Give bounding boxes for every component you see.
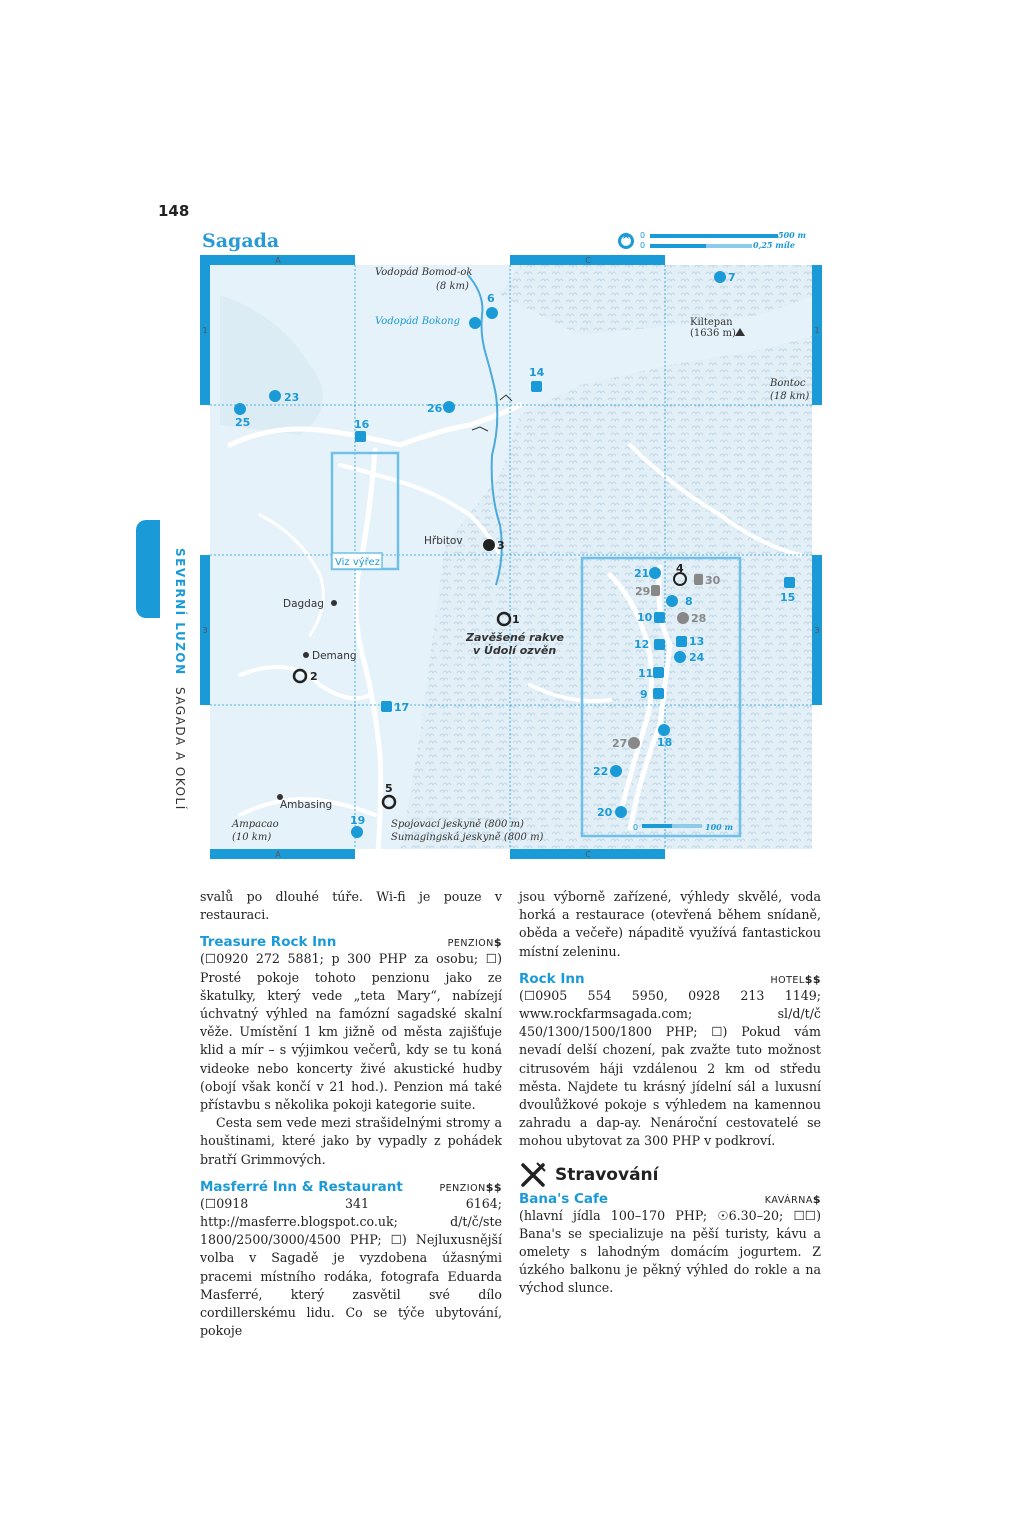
entry-type: PENZION$$ [439,1180,502,1194]
col-label-b-bottom: B [430,850,436,859]
drink-icon-23 [269,390,281,402]
label-kiltepan-alt: (1636 m) [690,328,736,339]
info-icon-27 [628,737,640,749]
marker-16: 16 [354,418,370,431]
map-title: Sagada [202,230,280,252]
eat-icon-18 [658,724,670,736]
svg-text:100 m: 100 m [705,822,733,832]
marker-22: 22 [593,765,609,778]
label-sumaging: Sumagingská jeskyně (800 m) [391,832,544,843]
svg-text:0: 0 [633,823,639,832]
village-dot-dagdag [331,600,337,606]
marker-6: 6 [487,292,495,305]
continued-paragraph: jsou výborně zařízené, výhledy skvělé, voda horká a restaurace (otevřená během snídaně, oběda a večeře) nápaditě využívá fantastickou místní zeleninu. [519,889,821,959]
side-subregion: SAGADA A OKOLÍ [173,687,187,811]
marker-27: 27 [612,737,628,750]
marker-5: 5 [385,782,393,795]
row-label-2-right: 2 [814,476,820,485]
map-scale [616,229,816,253]
transport-icon-30 [694,574,703,585]
hotel-icon-17 [381,701,392,712]
entry-name: Masferré Inn & Restaurant [200,1178,403,1195]
marker-10: 10 [637,611,653,624]
col-label-c-top: C [585,256,591,265]
entry-text: (☐0905 554 5950, 0928 213 1149; www.rockfarmsagada.com; sl/d/t/č 450/1300/1500/1800 PHP; ☐) Pokud vám nevadí delší chození, pak zvažte tuto možnost citrusovém háji vzdálenou 2 km od středu města. Najdete tu krásný jídelní sál a luxusní dvoulůžkové pokoje s výhledem na kamennou zahradu a dap-ay. Nenároční cestovatelé se mohou ubytovat za 300 PHP v podkroví. [519,987,821,1149]
entry-text: (hlavní jídla 100–170 PHP; ☉6.30–20; ☐☐) Bana's se specializuje na pěší turisty, kávu a omelety s lahodným domácím jogurtem. Z úzkého balkonu je pěkný výhled do rokle a na východ slunce. [519,1207,821,1296]
scale-zero-2: 0 [640,241,646,250]
col-label-b-top: B [430,256,436,265]
marker-15: 15 [780,591,796,604]
hike-icon-7 [714,271,726,283]
col-label-d-bottom: D [739,850,747,859]
marker-20: 20 [597,806,613,819]
marker-21: 21 [634,567,650,580]
col-label-d-top: D [739,256,747,265]
hotel-icon-16 [355,431,366,442]
marker-14: 14 [529,366,545,379]
text-column-right [519,888,821,1298]
section-title: Stravování [555,1164,659,1185]
row-label-2-left: 2 [202,476,208,485]
label-bontoc-dist: (18 km) [770,391,810,402]
label-spojovaci: Spojovací jeskyně (800 m) [391,819,524,830]
eat-icon-19 [351,826,363,838]
label-bomod-ok: Vodopád Bomod-ok [375,267,473,278]
hotel-icon-12 [654,639,665,650]
sight-icon-3 [483,539,495,551]
label-ampacao-dist: (10 km) [232,832,272,843]
scale-dist-1: 500 m [778,230,806,240]
viz-vyrez-label: Viz výřez [335,557,380,568]
label-demang: Demang [312,650,357,662]
entry-header-banas-cafe [519,1191,821,1207]
col-label-c-bottom: C [585,850,591,859]
row-label-4-left: 4 [202,776,208,785]
label-hrbitov: Hřbitov [424,535,463,547]
svg-text:SEVERNÍ LUZON SAGADA A OKO [173,548,188,811]
map [200,255,822,859]
row-label-3-right: 3 [814,626,820,635]
entry-text: (☐0918 341 6164; http://masferre.blogspot.co.uk; d/t/č/ste 1800/2500/3000/4500 PHP; ☐) Nejluxusnější volba v Sagadě je vyzdobena úžasnými pracemi místního rodáka, fotografa Eduarda Masferré, který zasvětil své dílo cordillerskému lidu. Co se týče ubytování, pokoje [200,1195,502,1339]
marker-8: 8 [685,595,693,608]
marker-23: 23 [284,391,300,404]
hike-icon-6 [486,307,498,319]
marker-28: 28 [691,612,707,625]
transport-icon-29 [651,585,660,596]
entry-name: Treasure Rock Inn [200,934,337,951]
scale-dist-2: 0,25 míle [753,240,795,250]
marker-3: 3 [497,539,505,552]
col-label-a-top: A [275,256,281,265]
label-rakve-1: Zavěšené rakve [466,631,564,644]
marker-25: 25 [235,416,251,429]
drink-icon-24 [674,651,686,663]
entry-text-2: Cesta sem vede mezi strašidelnými stromy a houštinami, které jako by vypadly z pohádek bratří Grimmových. [200,1115,502,1167]
marker-17: 17 [394,701,410,714]
entry-header-treasure-rock [200,934,502,950]
hike-icon-8 [666,595,678,607]
label-bokong: Vodopád Bokong [375,316,460,327]
marker-12: 12 [634,638,650,651]
hotel-icon-14 [531,381,542,392]
hotel-icon-11 [653,667,664,678]
label-ambasing: Ambasing [280,799,333,811]
section-heading [519,1161,821,1189]
entry-type: PENZION$ [447,936,502,950]
chapter-side-label [164,548,194,828]
entry-type: KAVÁRNA$ [764,1192,821,1206]
eat-icon-20 [615,806,627,818]
shop-icon-26 [443,401,455,413]
row-label-1-right: 1 [814,326,820,335]
label-kiltepan: Kiltepan [690,317,733,328]
chapter-tab [136,520,160,618]
entry-type: HOTEL$$ [770,972,821,986]
marker-24: 24 [689,651,705,664]
marker-9: 9 [640,688,648,701]
entry-header-masferre [200,1179,502,1195]
marker-30: 30 [705,574,721,587]
label-dagdag: Dagdag [283,598,324,610]
entry-header-rock-inn [519,971,821,987]
label-rakve-2: v Údolí ozvěn [473,644,557,657]
entry-text: (☐0920 272 5881; p 300 PHP za osobu; ☐) Prosté pokoje tohoto penzionu jako ze škatulky, který vede „teta Mary“, nabízejí úchvatný výhled na famózní sagadské skalní věže. Umístění 1 km jižně od města zajišťuje klid a mír – s výjimkou večerů, kdy se tu koná videoke nebo koncerty živé akustické hudby (obojí však končí v 21 hod.). Penzion má také přístavbu s několika pokoji kategorie suite. [200,951,502,1113]
col-label-a-bottom: A [275,850,281,859]
entry-name: Rock Inn [519,970,585,987]
entry-name: Bana's Cafe [519,1190,609,1207]
scale-zero-1: 0 [640,231,646,240]
marker-7: 7 [728,271,736,284]
hotel-icon-15 [784,577,795,588]
info-icon-28 [677,612,689,624]
row-label-3-left: 3 [202,626,208,635]
marker-1: 1 [512,613,520,626]
label-ampacao: Ampacao [232,819,279,830]
eat-icon-22 [610,765,622,777]
village-dot-demang [303,652,309,658]
marker-26: 26 [427,402,443,415]
marker-19: 19 [350,814,366,827]
row-label-4-right: 4 [814,776,820,785]
label-bomod-ok-dist: (8 km) [436,281,469,292]
side-region: SEVERNÍ LUZON [173,548,187,676]
page-number: 148 [158,202,190,220]
hotel-icon-13 [676,636,687,647]
hotel-icon-9 [653,688,664,699]
row-label-1-left: 1 [202,326,208,335]
intro-paragraph: svalů po dlouhé túře. Wi-fi je pouze v restauraci. [200,889,502,923]
marker-4: 4 [676,562,684,575]
fork-knife-icon [519,1161,547,1189]
marker-2: 2 [310,670,318,683]
marker-11: 11 [638,667,654,680]
text-column-left [200,888,502,1340]
label-bontoc: Bontoc [770,378,806,389]
shop-icon-25 [234,403,246,415]
hotel-icon-10 [654,612,665,623]
marker-13: 13 [689,635,705,648]
compass-icon [618,232,634,249]
marker-18: 18 [657,736,673,749]
eat-icon-21 [649,567,661,579]
hike-icon-bokong [469,317,481,329]
marker-29: 29 [635,585,651,598]
